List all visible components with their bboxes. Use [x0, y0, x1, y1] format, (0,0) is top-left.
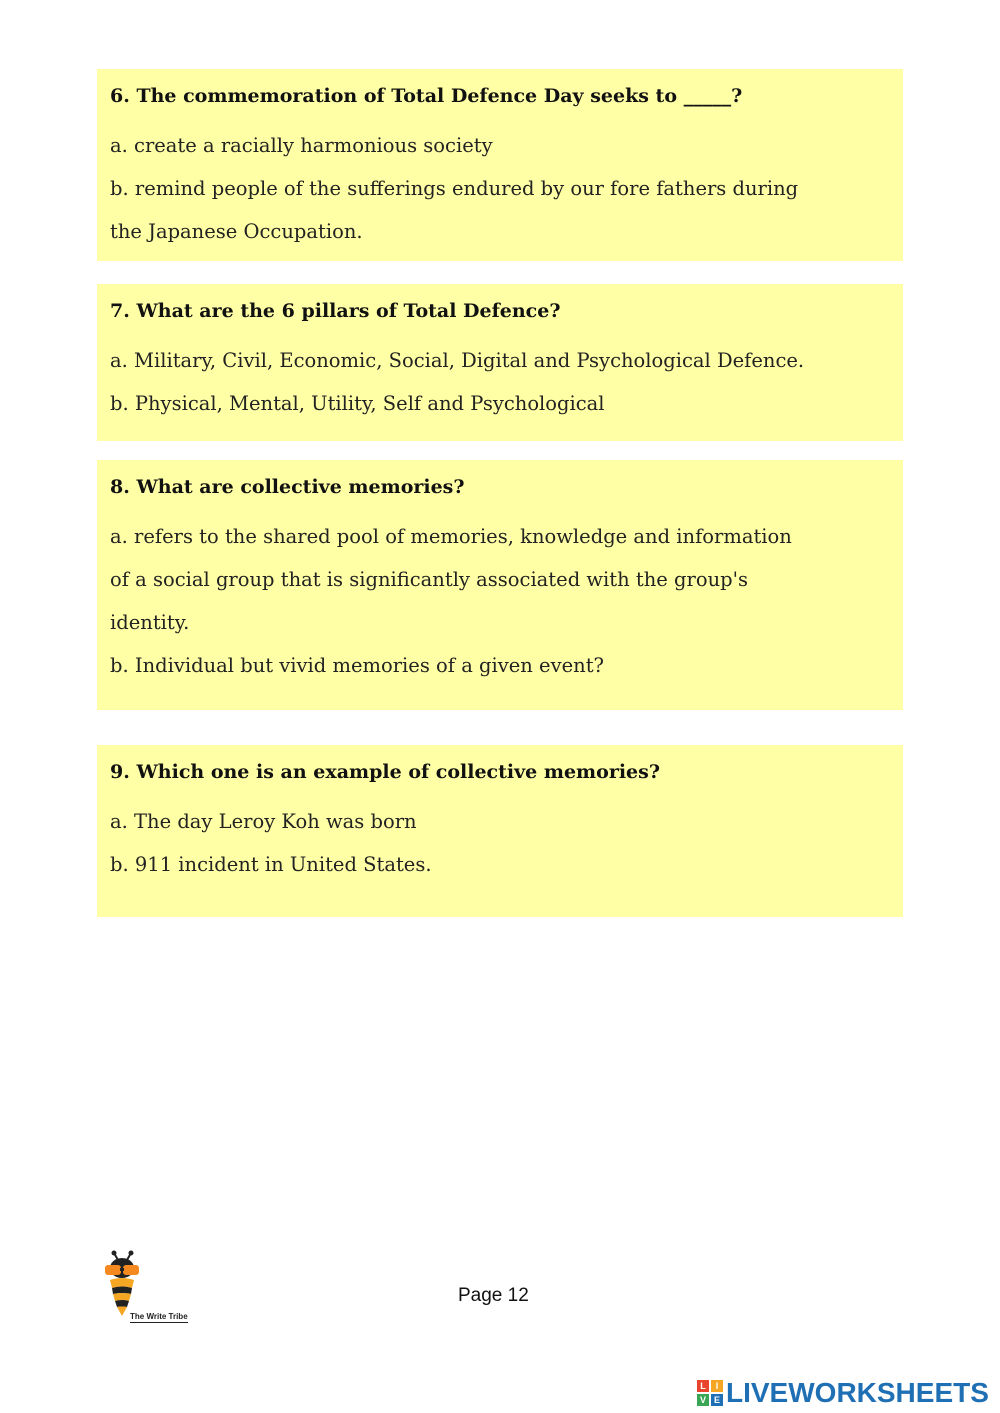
- question-8-option-a-cont-2[interactable]: identity.: [110, 611, 190, 634]
- brand-mark-i: I: [711, 1380, 723, 1392]
- question-8-option-b[interactable]: b. Individual but vivid memories of a given event?: [110, 654, 605, 677]
- logo-caption: The Write Tribe: [130, 1312, 188, 1321]
- brand-text: LIVEWORKSHEETS: [726, 1377, 989, 1408]
- question-6-option-b-cont[interactable]: the Japanese Occupation.: [110, 220, 363, 243]
- question-7-box: [97, 284, 903, 441]
- question-9-box: [97, 745, 903, 917]
- question-6-option-b[interactable]: b. remind people of the sufferings endured by our fore fathers during: [110, 177, 799, 200]
- brand-mark-l: L: [697, 1380, 709, 1392]
- question-9-title: 9. Which one is an example of collective memories?: [110, 761, 660, 783]
- question-9-option-a[interactable]: a. The day Leroy Koh was born: [110, 810, 417, 833]
- question-6-option-a[interactable]: a. create a racially harmonious society: [110, 134, 493, 157]
- question-8-title: 8. What are collective memories?: [110, 476, 465, 498]
- question-7-option-a[interactable]: a. Military, Civil, Economic, Social, Digital and Psychological Defence.: [110, 349, 805, 372]
- liveworksheets-logo-icon: [697, 1380, 723, 1406]
- question-7-option-b[interactable]: b. Physical, Mental, Utility, Self and Psychological: [110, 392, 605, 415]
- brand-mark-e: E: [711, 1394, 723, 1406]
- question-9-option-b[interactable]: b. 911 incident in United States.: [110, 853, 432, 876]
- question-7-title: 7. What are the 6 pillars of Total Defence?: [110, 300, 561, 322]
- question-8-option-a[interactable]: a. refers to the shared pool of memories, knowledge and information: [110, 525, 792, 548]
- liveworksheets-brand[interactable]: [697, 1378, 989, 1408]
- question-8-box: [97, 460, 903, 710]
- brand-mark-v: V: [697, 1394, 709, 1406]
- question-6-title: 6. The commemoration of Total Defence Day seeks to _____?: [110, 85, 743, 107]
- page-number: Page 12: [458, 1285, 529, 1306]
- question-6-box: [97, 69, 903, 261]
- question-8-option-a-cont-1[interactable]: of a social group that is significantly associated with the group's: [110, 568, 748, 591]
